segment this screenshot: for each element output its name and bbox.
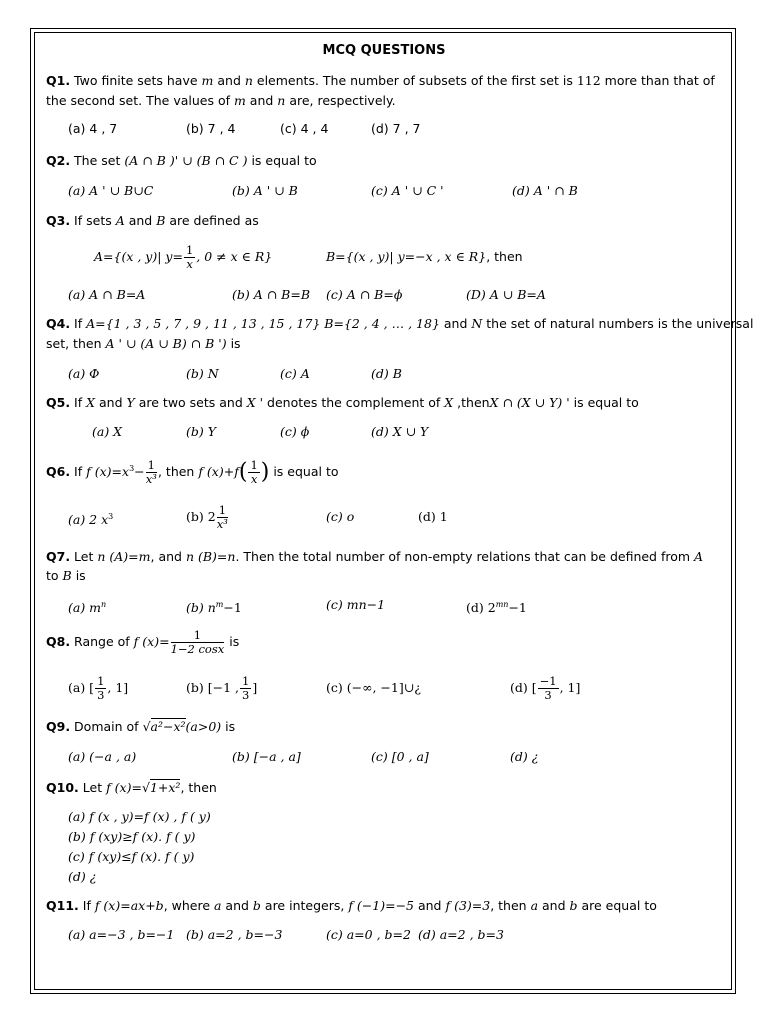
q6-option-d: (d) 1	[418, 509, 448, 524]
q4-option-d: (d) B	[371, 366, 402, 381]
question-3: Q3. If sets A and B are defined as	[46, 213, 259, 228]
q10-option-c: (c) f (xy)≤f (x). f ( y)	[68, 849, 195, 864]
question-5: Q5. If X and Y are two sets and X ' denotes the complement of X ,thenX ∩ (X ∪ Y) ' is equal to	[46, 395, 639, 410]
q1-option-c: (c) 4 , 4	[280, 121, 329, 136]
q10-option-d: (d) ¿	[68, 869, 97, 884]
question-1-line-2: the second set. The values of m and n are, respectively.	[46, 93, 396, 108]
q1-option-d: (d) 7 , 7	[371, 121, 421, 136]
q7-option-a: (a) $m^n$	[68, 600, 107, 616]
q3-option-c: (c) A ∩ B=ϕ	[326, 287, 403, 302]
q7-option-c: (c) mn−1	[326, 597, 386, 612]
q8-option-b: (b) [−1 , $\frac{1}{3}$ ]	[186, 674, 258, 702]
question-9: Q9. Domain of √a²−x²(a>0) is	[46, 719, 236, 734]
question-4-line-2: set, then A ' ∪ (A ∪ B) ∩ B ') is	[46, 336, 241, 351]
question-10: Q10. Let f (x)=√1+x², then	[46, 780, 217, 795]
q11-option-c: (c) a=0 , b=2	[326, 927, 411, 942]
q11-option-b: (b) a=2 , b=−3	[186, 927, 283, 942]
question-1: Q1. Two finite sets have m and n elements. The number of subsets of the first set is 112 more than that of	[46, 73, 715, 88]
q3-set-a-definition: A={(x , y)| y= $\frac{1}{x}$ , 0 ≠ x ∈ R}	[94, 243, 273, 271]
q8-option-a: (a) [ $\frac{1}{3}$ , 1]	[68, 674, 129, 702]
q9-option-d: (d) ¿	[510, 749, 539, 764]
q9-option-a: (a) (−a , a)	[68, 749, 137, 764]
q11-option-a: (a) a=−3 , b=−1	[68, 927, 175, 942]
q2-option-d: (d) A ' ∩ B	[512, 183, 578, 198]
q6-option-c: (c) o	[326, 509, 355, 524]
question-7: Q7. Let n (A)=m, and n (B)=n. Then the total number of non-empty relations that can be defined from A	[46, 549, 704, 564]
q2-option-c: (c) A ' ∪ C '	[371, 183, 444, 198]
q6-option-a: (a) 2 $x^3$	[68, 512, 114, 528]
q9-option-c: (c) [0 , a]	[371, 749, 429, 764]
q5-option-a: (a) X	[92, 424, 123, 439]
page-border-inner	[34, 32, 732, 990]
question-8: Q8. Range of f (x)= $\frac{1}{1-2 \cos x}$ is	[46, 628, 240, 656]
q3-set-b-definition: B={(x , y)| y=−x , x ∈ R}, then	[326, 249, 523, 264]
q3-option-d: (D) A ∪ B=A	[466, 287, 546, 302]
question-7-line-2: to B is	[46, 568, 86, 583]
q4-option-c: (c) A	[280, 366, 310, 381]
q8-option-c: (c) (−∞, −1]∪¿	[326, 680, 421, 695]
q4-option-b: (b) N	[186, 366, 219, 381]
q5-option-b: (b) Y	[186, 424, 216, 439]
q5-option-d: (d) X ∪ Y	[371, 424, 429, 439]
question-11: Q11. If f (x)=ax+b, where a and b are integers, f (−1)=−5 and f (3)=3, then a and b are equal to	[46, 898, 657, 913]
q3-option-a: (a) A ∩ B=A	[68, 287, 146, 302]
q7-option-d: (d) $2^{mn}-1$	[466, 600, 527, 616]
q10-option-b: (b) f (xy)≥f (x). f ( y)	[68, 829, 196, 844]
q3-option-b: (b) A ∩ B=B	[232, 287, 311, 302]
q10-option-a: (a) f (x , y)=f (x) , f ( y)	[68, 809, 211, 824]
q2-option-a: (a) A ' ∪ B∪C	[68, 183, 154, 198]
q9-option-b: (b) [−a , a]	[232, 749, 301, 764]
q8-option-d: (d) [ $\frac{-1}{3}$ , 1]	[510, 674, 581, 702]
q4-option-a: (a) Φ	[68, 366, 100, 381]
q5-option-c: (c) ϕ	[280, 424, 310, 439]
q11-option-d: (d) a=2 , b=3	[418, 927, 504, 942]
q1-option-b: (b) 7 , 4	[186, 121, 236, 136]
question-4: Q4. If A={1 , 3 , 5 , 7 , 9 , 11 , 13 , 15 , 17} B={2 , 4 , … , 18} and N the set of natural numbers is the universal	[46, 316, 754, 331]
q1-option-a: (a) 4 , 7	[68, 121, 118, 136]
page-title: MCQ QUESTIONS	[322, 43, 446, 58]
question-6: Q6. If f $(x)=x^3-$ $\frac{1}{\text{x³}}$ , then f (x)+f( $\frac{1}{x}$ ) is equal to	[46, 458, 339, 487]
question-2: Q2. The set (A ∩ B )' ∪ (B ∩ C ) is equal to	[46, 153, 317, 168]
q2-option-b: (b) A ' ∪ B	[232, 183, 298, 198]
q6-option-b: (b) 2 $\frac{1}{\text{x³}}$	[186, 503, 228, 531]
q7-option-b: (b) $n^m-1$	[186, 600, 242, 616]
